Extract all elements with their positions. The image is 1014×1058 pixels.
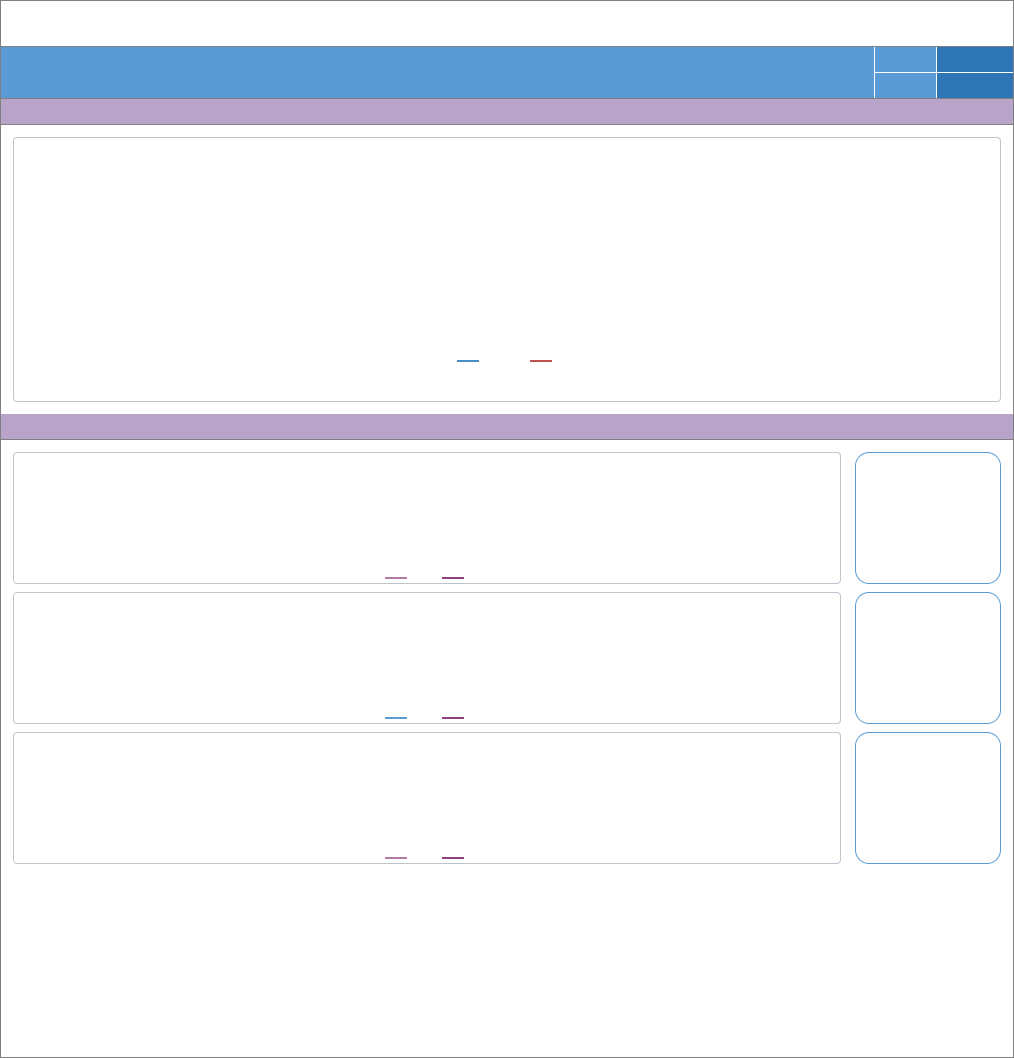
- kpi-header-title-cell: [1, 47, 875, 98]
- kpi-header: [1, 47, 1013, 99]
- mes-row: [875, 47, 1013, 73]
- kpi-card-concreto: [855, 452, 1001, 584]
- avance-chart: [14, 138, 1000, 368]
- legend-item-real: [457, 360, 484, 362]
- mes-value: [937, 47, 1013, 73]
- section-1-bar: [1, 99, 1013, 125]
- legend-swatch-teorico: [530, 360, 552, 362]
- legend-swatch-meta: [385, 857, 407, 859]
- chart-concreto-svg: [14, 463, 814, 571]
- section-2-bar: [1, 414, 1013, 440]
- page-title-bar: [1, 1, 1013, 47]
- chart-formaleta-legend: [14, 717, 840, 719]
- chart-transporte-legend: [14, 857, 840, 859]
- chart-concreto: [13, 452, 841, 584]
- chart-title-transporte: [14, 733, 840, 743]
- productividad-block-transporte: [13, 732, 1001, 864]
- legend-swatch-real: [457, 360, 479, 362]
- kpi-card-transporte: [855, 732, 1001, 864]
- periodo-label: [875, 73, 937, 99]
- chart-formaleta: [13, 592, 841, 724]
- chart-title-formaleta: [14, 593, 840, 603]
- chart-transporte-svg: [14, 743, 814, 851]
- kpi-card-formaleta: [855, 592, 1001, 724]
- avance-chart-panel: [13, 137, 1001, 402]
- chart-concreto-legend: [14, 577, 840, 579]
- periodo-value: [937, 73, 1013, 99]
- legend-swatch-meta: [385, 717, 407, 719]
- avance-legend: [14, 360, 1000, 362]
- productividad-block-formaleta: [13, 592, 1001, 724]
- legend-swatch-real: [442, 857, 464, 859]
- mes-label: [875, 47, 937, 73]
- avance-chart-svg: [14, 138, 1002, 368]
- legend-item-meta: [385, 577, 412, 579]
- productividad-block-concreto: [13, 452, 1001, 584]
- periodo-row: [875, 73, 1013, 99]
- period-block: [875, 47, 1013, 98]
- legend-item-meta: [385, 717, 412, 719]
- chart-formaleta-svg: [14, 603, 814, 711]
- legend-item-real: [442, 717, 469, 719]
- legend-item-meta: [385, 857, 412, 859]
- chart-transporte: [13, 732, 841, 864]
- legend-item-real: [442, 577, 469, 579]
- productividad-section: [1, 440, 1013, 882]
- legend-swatch-meta: [385, 577, 407, 579]
- legend-swatch-real: [442, 717, 464, 719]
- legend-item-teorico: [530, 360, 557, 362]
- chart-title-concreto: [14, 453, 840, 463]
- legend-swatch-real: [442, 577, 464, 579]
- legend-item-real: [442, 857, 469, 859]
